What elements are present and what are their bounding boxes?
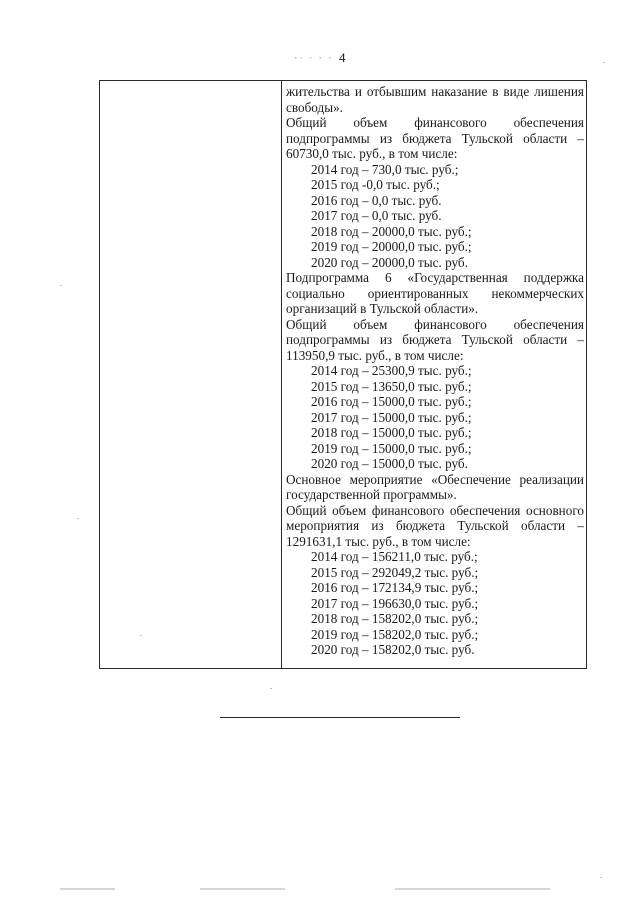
- list-item: 2020 год – 15000,0 тыс. руб.: [311, 456, 468, 471]
- scan-speck: [77, 518, 79, 519]
- page-number-value: 4: [338, 50, 347, 65]
- scan-speck: [603, 62, 605, 63]
- list-item: 2016 год – 172134,9 тыс. руб.;: [311, 580, 479, 595]
- subprogram6-years-list: [286, 363, 584, 472]
- scan-speck: [600, 877, 602, 878]
- scan-bottom-mark: [395, 888, 550, 890]
- list-item: 2018 год – 158202,0 тыс. руб.;: [311, 611, 479, 626]
- list-item: 2016 год – 15000,0 тыс. руб.;: [311, 394, 472, 409]
- list-item: 2020 год – 20000,0 тыс. руб.: [311, 254, 468, 270]
- page-number: [0, 50, 640, 66]
- subprogram5-years-list: [286, 162, 584, 271]
- scan-speck: [270, 688, 272, 689]
- main-activity-total-text: Общий объем финансового обеспечения основного мероприятия из бюджета Тульской области – 1291631,1 тыс. руб., в том числе:: [286, 502, 584, 549]
- page-number-faint-marks: ·· · · ·: [293, 50, 333, 65]
- main-activity-years-list: [286, 549, 584, 658]
- list-item: 2019 год – 158202,0 тыс. руб.;: [311, 626, 479, 642]
- list-item: 2015 год – 13650,0 тыс. руб.;: [311, 378, 472, 394]
- continuation-text: жительства и отбывшим наказание в виде лишения свободы».: [286, 84, 584, 115]
- scan-bottom-mark: [60, 888, 115, 890]
- scan-speck: [140, 635, 142, 636]
- list-item: 2014 год – 156211,0 тыс. руб.;: [311, 549, 478, 564]
- list-item: 2017 год – 0,0 тыс. руб.: [311, 208, 442, 223]
- list-item: 2018 год – 15000,0 тыс. руб.;: [311, 425, 472, 440]
- table-left-cell-empty: [100, 81, 282, 668]
- subprogram5-total-text: Общий объем финансового обеспечения подпрограммы из бюджета Тульской области – 60730,0 тыс. руб., в том числе:: [286, 115, 584, 161]
- list-item: 2017 год – 196630,0 тыс. руб.;: [311, 595, 479, 611]
- list-item: 2018 год – 20000,0 тыс. руб.;: [311, 223, 472, 239]
- subprogram6-title-text: Подпрограмма 6 «Государственная поддержка социально ориентированных некоммерческих организаций в Тульской области».: [286, 270, 584, 316]
- list-item: 2015 год -0,0 тыс. руб.;: [311, 177, 440, 192]
- table-right-cell: [282, 84, 586, 658]
- footer-separator-line: [220, 717, 460, 718]
- list-item: 2015 год – 292049,2 тыс. руб.;: [311, 564, 479, 580]
- scan-bottom-mark: [200, 888, 285, 890]
- list-item: 2019 год – 15000,0 тыс. руб.;: [311, 440, 472, 456]
- subprogram6-total-text: Общий объем финансового обеспечения подпрограммы из бюджета Тульской области – 113950,9 тыс. руб., в том числе:: [286, 316, 584, 363]
- list-item: 2020 год – 158202,0 тыс. руб.: [311, 642, 475, 657]
- list-item: 2016 год – 0,0 тыс. руб.: [311, 192, 442, 208]
- list-item: 2014 год – 730,0 тыс. руб.;: [311, 161, 459, 177]
- list-item: 2014 год – 25300,9 тыс. руб.;: [311, 363, 472, 378]
- scan-speck: [60, 285, 62, 286]
- list-item: 2017 год – 15000,0 тыс. руб.;: [311, 409, 472, 425]
- list-item: 2019 год – 20000,0 тыс. руб.;: [311, 239, 472, 254]
- funding-table: [99, 80, 587, 669]
- main-activity-title-text: Основное мероприятие «Обеспечение реализации государственной программы».: [286, 471, 584, 502]
